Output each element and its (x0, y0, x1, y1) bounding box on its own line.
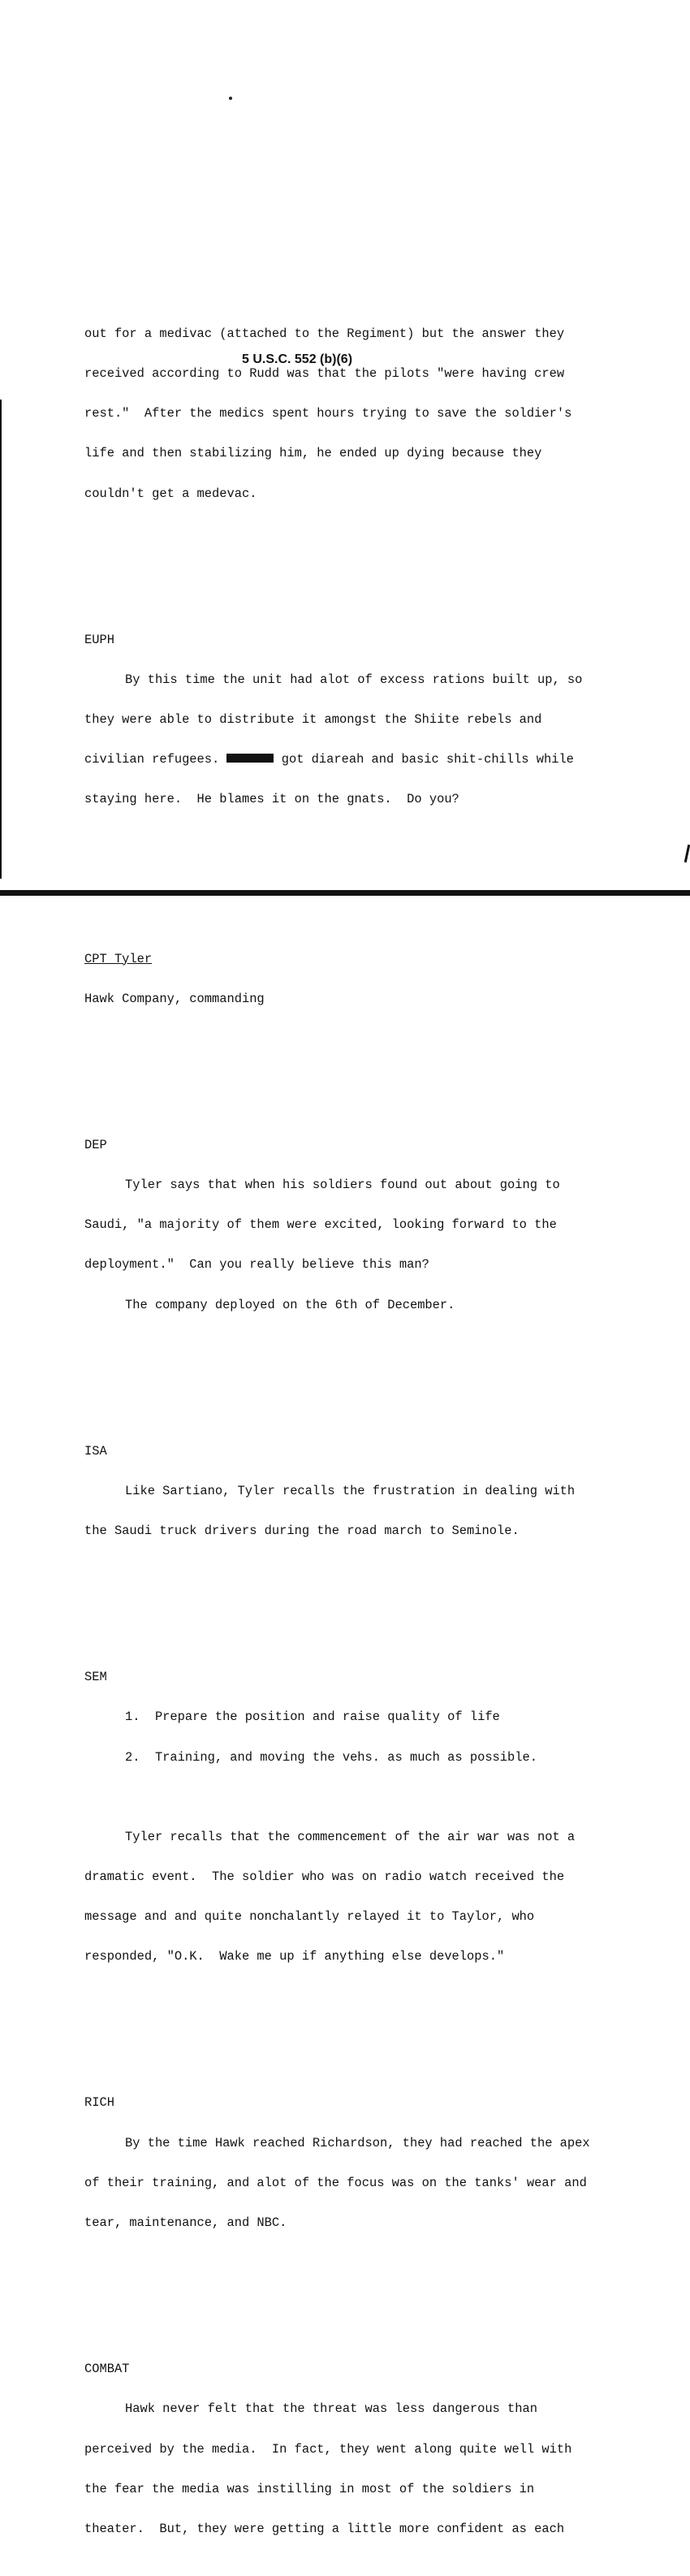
text-line: By this time the unit had alot of excess rations built up, so (125, 672, 583, 687)
section-heading-isa: ISA (84, 1443, 107, 1459)
text-line: Like Sartiano, Tyler recalls the frustration in dealing with (125, 1483, 576, 1498)
text-line: Saudi, "a majority of them were excited, looking forward to the (84, 1217, 557, 1233)
rich-section (84, 2070, 653, 2257)
medivac-paragraph (84, 300, 653, 527)
section-heading-sem: SEM (84, 1670, 107, 1685)
speck-mark (229, 97, 232, 100)
section-heading-combat: COMBAT (84, 2362, 130, 2377)
document-body (84, 274, 653, 2576)
text-line: theater. But, they were getting a little more confident as each (84, 2522, 565, 2536)
text-line: dramatic event. The soldier who was on radio watch received the (84, 1869, 565, 1884)
dep-section (84, 1112, 653, 1338)
text-line: deployment." Can you really believe this man? (84, 1257, 429, 1273)
text-line: the fear the media was instilling in most of the soldiers in (84, 2481, 535, 2496)
scan-bottom-edge (0, 890, 690, 896)
text-line: staying here. He blames it on the gnats. Do you? (84, 792, 459, 807)
foia-exemption-stamp: 5 U.S.C. 552 (b)(6) (242, 352, 353, 366)
text-line: The company deployed on the 6th of December. (125, 1297, 455, 1312)
text-line: couldn't get a medevac. (84, 486, 257, 501)
redaction-box (226, 754, 274, 763)
text-line: out for a medivac (attached to the Regiment) but the answer they (84, 326, 565, 341)
text-line: life and then stabilizing him, he ended up dying because they (84, 446, 542, 461)
text-line-redacted (84, 753, 653, 766)
text-line: Tyler recalls that the commencement of the air war was not a (125, 1829, 576, 1844)
isa-section (84, 1418, 653, 1564)
text-line: they were able to distribute it amongst the Shiite rebels and (84, 712, 542, 727)
list-item: 2. Training, and moving the vehs. as much as possible. (125, 1749, 537, 1765)
tyler-header (84, 926, 653, 1032)
margin-mark (684, 845, 690, 862)
text-line: the Saudi truck drivers during the road march to Seminole. (84, 1524, 520, 1539)
text-line: Hawk never felt that the threat was less dangerous than (125, 2401, 537, 2417)
text-line: Tyler says that when his soldiers found out about going to (125, 1178, 560, 1192)
text-fragment: civilian refugees. (84, 752, 227, 767)
list-item: 1. Prepare the position and raise quality of life (125, 1709, 500, 1725)
text-line: of their training, and alot of the focus was on the tanks' wear and (84, 2175, 587, 2190)
text-line: responded, "O.K. Wake me up if anything else develops." (84, 1949, 505, 1964)
text-line: rest." After the medics spent hours trying to save the soldier's (84, 406, 572, 421)
text-fragment: got diareah and basic shit-chills while (274, 752, 574, 767)
text-line: By the time Hawk reached Richardson, they had reached the apex (125, 2135, 590, 2150)
scan-edge-line (0, 400, 2, 879)
text-line: perceived by the media. In fact, they went along quite well with (84, 2441, 572, 2457)
section-heading-euph: EUPH (84, 632, 114, 647)
sem-section (84, 1644, 653, 1990)
euph-section (84, 607, 653, 833)
combat-section (84, 2336, 653, 2562)
text-line: received according to Rudd was that the pilots "were having crew (84, 365, 565, 381)
section-heading-dep: DEP (84, 1137, 107, 1152)
text-line: tear, maintenance, and NBC. (84, 2215, 287, 2231)
person-role: Hawk Company, commanding (84, 991, 265, 1006)
person-name: CPT Tyler (84, 951, 153, 966)
text-line: message and and quite nonchalantly relayed it to Taylor, who (84, 1909, 535, 1925)
section-heading-rich: RICH (84, 2095, 114, 2111)
